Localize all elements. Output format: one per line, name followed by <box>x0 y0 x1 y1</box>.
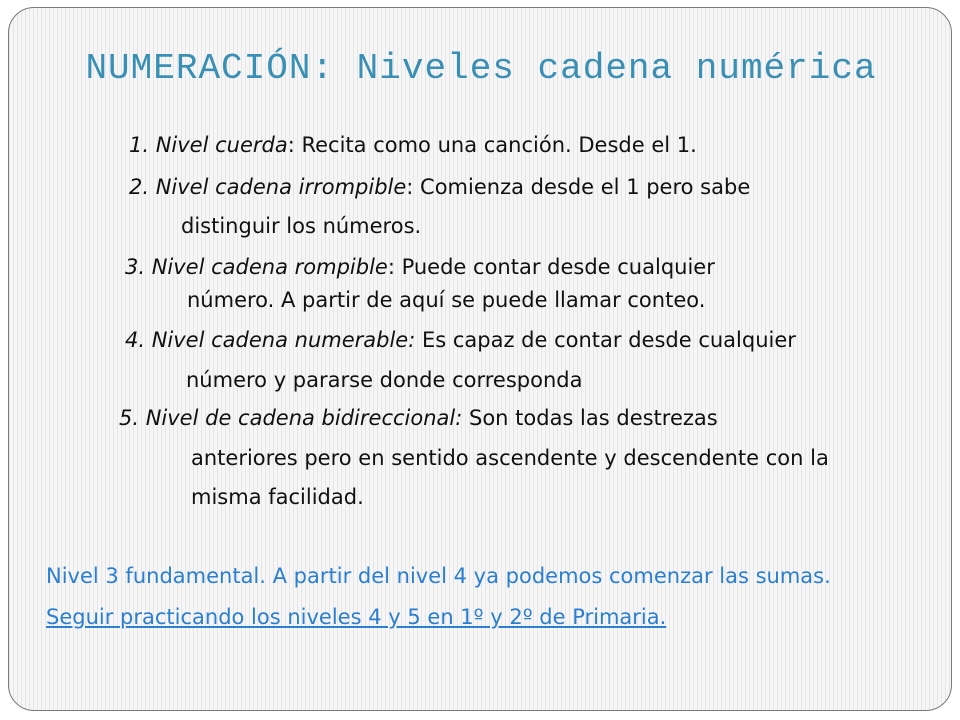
level-3-label: 3. Nivel cadena rompible <box>125 255 388 279</box>
level-2-line-1 <box>129 175 750 199</box>
level-5-line-3: misma facilidad. <box>191 485 364 509</box>
level-2-line-2: distinguir los números. <box>181 214 422 238</box>
level-4-line-2: número y pararse donde corresponda <box>186 368 583 392</box>
slide-title: NUMERACIÓN: Niveles cadena numérica <box>85 48 877 89</box>
primaria-practice-link[interactable]: Seguir practicando los niveles 4 y 5 en 1º y 2º de Primaria. <box>46 605 667 629</box>
level-5-label: 5. Nivel de cadena bidireccional: <box>119 406 463 430</box>
level-4-text: Es capaz de contar desde cualquier <box>415 328 796 352</box>
level-4-line-1 <box>125 328 796 352</box>
level-1-label: 1. Nivel cuerda <box>129 133 288 157</box>
level-3-text: : Puede contar desde cualquier <box>387 255 715 279</box>
fundamental-note: Nivel 3 fundamental. A partir del nivel 4 ya podemos comenzar las sumas. <box>46 564 831 588</box>
level-1-text: : Recita como una canción. Desde el 1. <box>287 133 697 157</box>
level-3-line-1 <box>125 255 715 279</box>
level-2-text: : Comienza desde el 1 pero sabe <box>406 175 751 199</box>
level-1-line-1 <box>129 133 697 157</box>
level-4-label: 4. Nivel cadena numerable: <box>125 328 416 352</box>
level-3-line-2: número. A partir de aquí se puede llamar conteo. <box>187 288 706 312</box>
level-2-label: 2. Nivel cadena irrompible <box>129 175 407 199</box>
level-5-line-1 <box>119 406 718 430</box>
level-5-line-2: anteriores pero en sentido ascendente y descendente con la <box>191 446 829 470</box>
level-5-text: Son todas las destrezas <box>462 406 718 430</box>
slide-frame <box>8 7 952 711</box>
